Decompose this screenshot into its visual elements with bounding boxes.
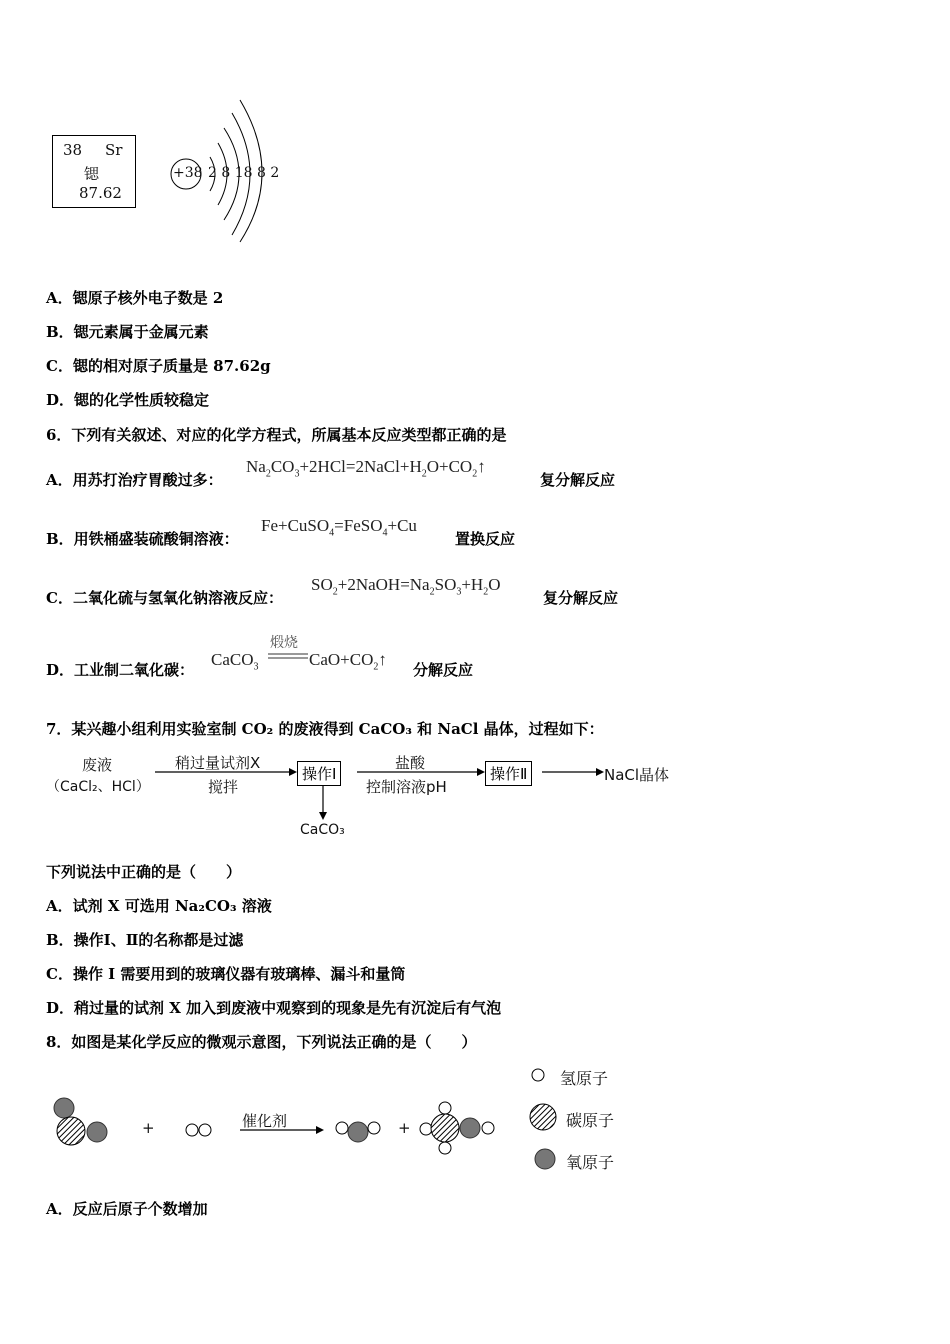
flow-step2-bottom: 控制溶液pH [366, 778, 447, 796]
q6-option-b-equation: Fe+CuSO$_4$=FeSO$_4$+Cu [261, 516, 417, 539]
flow-start: 废液 [82, 756, 113, 774]
q6-option-c-type: 复分解反应 [543, 589, 619, 607]
legend-carbon-symbol [530, 1104, 556, 1130]
flow-step1-bottom: 搅拌 [208, 778, 239, 796]
q6-option-a-type: 复分解反应 [540, 471, 616, 489]
hydrogen-atom [199, 1124, 211, 1136]
oxygen-atom [460, 1118, 480, 1138]
flow-arrow-down [318, 786, 328, 820]
oxygen-atom [348, 1122, 368, 1142]
hydrogen-atom [368, 1122, 380, 1134]
q7-option-d: D．稍过量的试剂 X 加入到废液中观察到的现象是先有沉淀后有气泡 [46, 999, 502, 1017]
flow-step2-top: 盐酸 [395, 754, 426, 772]
flow-start-sub: （CaCl₂、HCl） [46, 779, 150, 795]
element-card [52, 135, 136, 208]
q6-option-d-condition: 煅烧 [270, 635, 298, 651]
element-mass: 87.62 [79, 184, 122, 202]
q8-option-a: A．反应后原子个数增加 [46, 1200, 208, 1218]
product-molecule-1 [336, 1122, 380, 1142]
q7-stem: 7．某兴趣小组利用实验室制 CO₂ 的废液得到 CaCO₃ 和 NaCl 晶体，过程如下： [46, 720, 604, 738]
flow-step1-top: 稍过量试剂X [175, 754, 261, 772]
q7-question: 下列说法中正确的是（ ） [46, 863, 242, 881]
q6-option-a-equation: $Na_2CO_3+2HCl=2NaCl+H_2O+CO_2↑$ [246, 457, 486, 480]
reaction-arrow-head [316, 1126, 324, 1134]
carbon-atom [431, 1114, 459, 1142]
shell-electrons: 2 8 18 8 2 [208, 165, 280, 181]
hydrogen-atom [439, 1142, 451, 1154]
q6-option-a-prefix: A．用苏打治疗胃酸过多： [46, 471, 223, 489]
reaction-plus-2: + [398, 1119, 411, 1137]
q5-option-b: B．锶元素属于金属元素 [46, 323, 209, 341]
oxygen-atom [87, 1122, 107, 1142]
q5-option-c: C．锶的相对原子质量是 87.62g [46, 357, 271, 375]
flow-op1-box: 操作Ⅰ [297, 761, 341, 786]
q6-option-b-type: 置换反应 [455, 530, 516, 548]
hydrogen-atom [420, 1123, 432, 1135]
product-molecule-2 [420, 1102, 494, 1154]
reaction-plus-1: + [142, 1119, 155, 1137]
q8-stem: 8．如图是某化学反应的微观示意图，下列说法正确的是（ ） [46, 1033, 477, 1051]
q5-option-a: A．锶原子核外电子数是 2 [46, 289, 224, 307]
legend-oxygen-label: 氧原子 [566, 1153, 615, 1172]
legend-carbon-label: 碳原子 [566, 1111, 615, 1130]
flow-arrow-2 [357, 767, 485, 777]
q6-option-d-prefix: D．工业制二氧化碳： [46, 661, 195, 679]
hydrogen-atom [439, 1102, 451, 1114]
q6-option-d-type: 分解反应 [413, 661, 474, 679]
element-number: 38 [63, 141, 83, 159]
oxygen-atom [54, 1098, 74, 1118]
legend-hydrogen-label: 氢原子 [560, 1069, 609, 1088]
q6-option-d-reactant: CaCO$_3$ [211, 650, 259, 673]
reaction-diagram [40, 1060, 640, 1180]
carbon-atom [57, 1117, 85, 1145]
flow-arrow-1 [155, 767, 297, 777]
q6-stem: 6．下列有关叙述、对应的化学方程式，所属基本反应类型都正确的是 [46, 426, 507, 444]
hydrogen-atom [186, 1124, 198, 1136]
reactant-molecule-2 [186, 1124, 211, 1136]
q5-option-d: D．锶的化学性质较稳定 [46, 391, 210, 409]
reactant-molecule-1 [54, 1098, 107, 1145]
flow-end: NaCl晶体 [604, 766, 670, 784]
q7-option-a: A．试剂 X 可选用 Na₂CO₃ 溶液 [46, 897, 272, 915]
element-symbol: Sr [105, 141, 123, 159]
legend-oxygen-symbol [535, 1149, 555, 1169]
q7-option-b: B．操作Ⅰ、Ⅱ的名称都是过滤 [46, 931, 244, 949]
hydrogen-atom [482, 1122, 494, 1134]
catalyst-label: 催化剂 [242, 1112, 288, 1130]
flow-op2-box: 操作Ⅱ [485, 761, 532, 786]
q7-option-c: C．操作 I 需要用到的玻璃仪器有玻璃棒、漏斗和量筒 [46, 965, 406, 983]
q6-option-d-equal-sign [268, 652, 308, 660]
element-name: 锶 [84, 165, 100, 183]
q6-option-c-equation: $SO_2+2NaOH=Na_2SO_3+H_2O$ [311, 575, 501, 598]
legend-hydrogen-symbol [532, 1069, 544, 1081]
q6-option-b-prefix: B．用铁桶盛装硫酸铜溶液： [46, 530, 239, 548]
flow-arrow-3 [542, 767, 604, 777]
nucleus-charge: +38 [173, 165, 203, 181]
hydrogen-atom [336, 1122, 348, 1134]
flow-op1-output: CaCO₃ [300, 822, 345, 838]
q6-option-c-prefix: C．二氧化硫与氢氧化钠溶液反应： [46, 589, 283, 607]
q6-option-d-product: $CaO+CO_2↑$ [309, 650, 387, 673]
